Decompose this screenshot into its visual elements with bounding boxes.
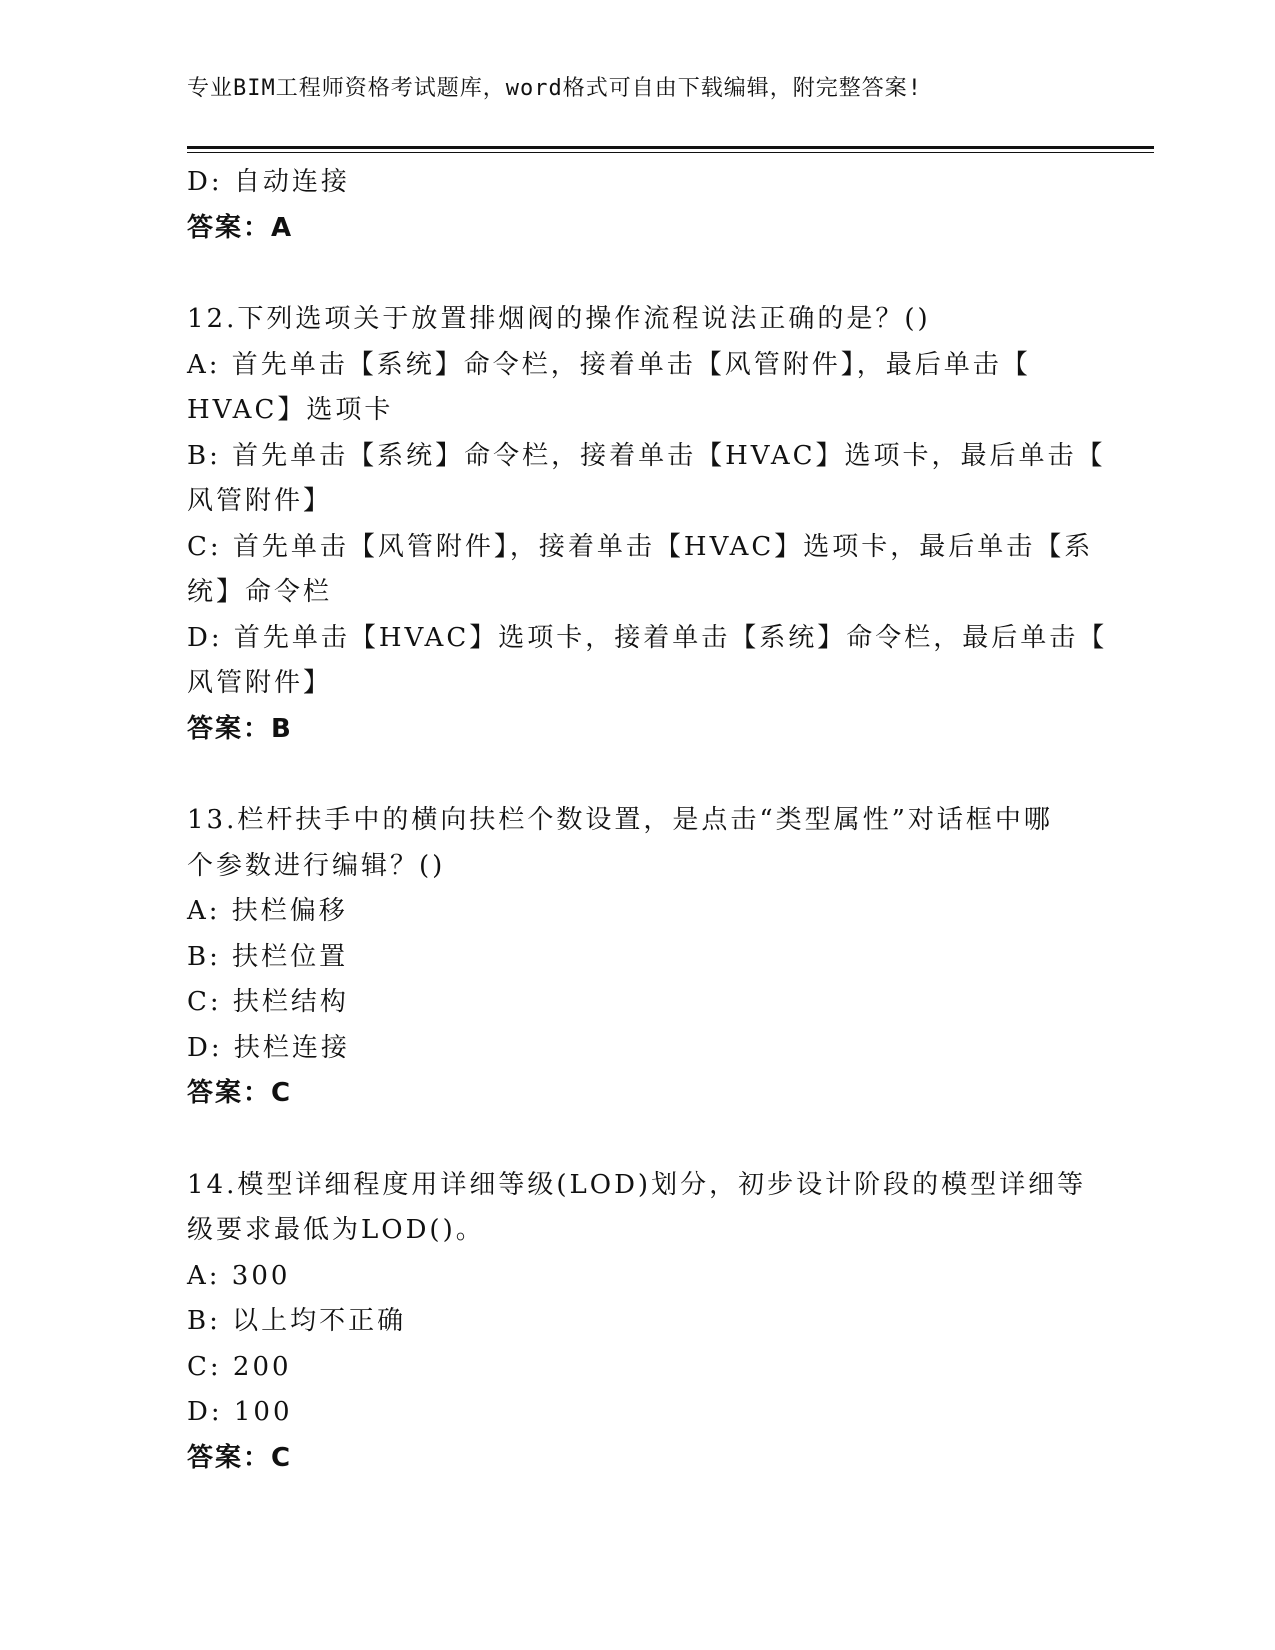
option-b-continued: 风管附件】 (187, 486, 333, 516)
question-content (187, 160, 1108, 1481)
option-c-continued: 统】命令栏 (187, 577, 333, 607)
option-d: D: 首先单击【HVAC】选项卡，接着单击【系统】命令栏，最后单击【 (187, 622, 1108, 653)
header-rule-thin (187, 152, 1154, 153)
option-d: D: 自动连接 (187, 167, 350, 197)
question-stem: 14.模型详细程度用详细等级(LOD)划分，初步设计阶段的模型详细等 (187, 1169, 1087, 1200)
question-stem-continued: 级要求最低为LOD()。 (187, 1215, 485, 1245)
answer-line: 答案：B (187, 713, 293, 744)
option-a: A: 首先单击【系统】命令栏，接着单击【风管附件】，最后单击【 (187, 349, 1031, 380)
question-12 (187, 297, 1108, 752)
option-d: D: 100 (187, 1397, 293, 1427)
option-a-continued: HVAC】选项卡 (187, 395, 394, 425)
question-stem-continued: 个参数进行编辑？() (187, 850, 446, 881)
question-stem: 12.下列选项关于放置排烟阀的操作流程说法正确的是？() (187, 304, 931, 334)
option-c: C: 首先单击【风管附件】，接着单击【HVAC】选项卡，最后单击【系 (187, 531, 1094, 562)
spacer (187, 251, 1077, 297)
option-c: C: 200 (187, 1351, 292, 1382)
spacer (187, 1117, 1077, 1163)
option-d: D: 扶栏连接 (187, 1032, 350, 1063)
option-a: A: 扶栏偏移 (187, 896, 348, 926)
option-a: A: 300 (187, 1260, 291, 1291)
header-rule-thick (187, 146, 1154, 149)
spacer (187, 752, 1077, 798)
question-14 (187, 1163, 1087, 1482)
option-b: B: 首先单击【系统】命令栏，接着单击【HVAC】选项卡，最后单击【 (187, 440, 1106, 471)
option-c: C: 扶栏结构 (187, 987, 349, 1017)
option-b: B: 以上均不正确 (187, 1306, 407, 1336)
option-d-continued: 风管附件】 (187, 668, 333, 698)
answer-line: 答案：C (187, 1442, 293, 1473)
page-header: 专业BIM工程师资格考试题库，word格式可自由下载编辑，附完整答案! (187, 76, 922, 101)
question-stem: 13.栏杆扶手中的横向扶栏个数设置，是点击“类型属性”对话框中哪 (187, 805, 1053, 835)
option-b: B: 扶栏位置 (187, 941, 349, 972)
answer-line: 答案：A (187, 212, 294, 243)
question-13 (187, 798, 1077, 1117)
answer-line: 答案：C (187, 1078, 293, 1108)
